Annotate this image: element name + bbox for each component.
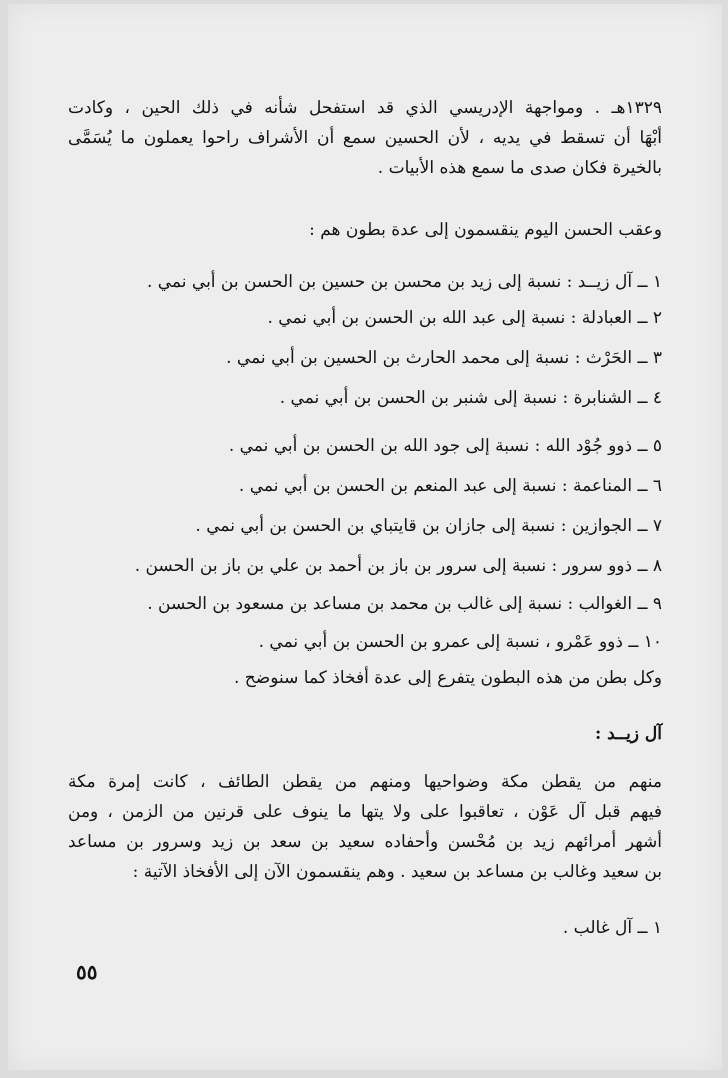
text-line: ١٣٢٩هـ . ومواجهة الإدريسي الذي قد استفحل شأنه في ذلك الحين ، وكادت xyxy=(68,98,662,118)
list-item: ١٠ ــ ذوو عَمْرو ، نسبة إلى عمرو بن الحسن بن أبي نمي . xyxy=(258,632,662,652)
intro-line: وعقب الحسن اليوم ينقسمون إلى عدة بطون هم : xyxy=(309,220,662,240)
list-item: ٢ ــ العبادلة : نسبة إلى عبد الله بن الحسن بن أبي نمي . xyxy=(267,308,662,328)
list-item: ١ ــ آل غالب . xyxy=(562,918,662,938)
book-page xyxy=(8,4,722,1070)
section-heading: آل زيــد : xyxy=(594,724,662,744)
list-item: ٧ ــ الجوازين : نسبة إلى جازان بن قايتباي بن الحسن بن أبي نمي . xyxy=(195,516,662,536)
list-item: ٦ ــ المناعمة : نسبة إلى عبد المنعم بن الحسن بن أبي نمي . xyxy=(238,476,662,496)
text-line: بالخيرة فكان صدى ما سمع هذه الأبيات . xyxy=(377,158,662,178)
closing-line: وكل بطن من هذه البطون يتفرع إلى عدة أفخاذ كما سنوضح . xyxy=(234,668,662,688)
text-line: بن سعيد وغالب بن مساعد بن سعيد . وهم ينقسمون الآن إلى الأفخاذ الآتية : xyxy=(132,862,662,882)
list-item: ١ ــ آل زيــد : نسبة إلى زيد بن محسن بن حسين بن الحسن بن أبي نمي . xyxy=(146,272,662,292)
text-line: فيهم قبل آل عَوْن ، تعاقبوا على ولا يتها ما ينوف على قرنين من الزمن ، ومن xyxy=(68,802,662,822)
text-line: منهم من يقطن مكة وضواحيها ومنهم من يقطن الطائف ، كانت إمرة مكة xyxy=(68,772,662,792)
list-item: ٨ ــ ذوو سرور : نسبة إلى سرور بن باز بن أحمد بن علي بن باز بن الحسن . xyxy=(134,556,662,576)
list-item: ٥ ــ ذوو جُوْد الله : نسبة إلى جود الله بن الحسن بن أبي نمي . xyxy=(228,436,662,456)
list-item: ٤ ــ الشنابرة : نسبة إلى شنبر بن الحسن بن أبي نمي . xyxy=(279,388,662,408)
text-line: أشهر أمرائهم زيد بن مُحْسن وأحفاده سعيد بن سعد بن زيد وسرور بن مساعد xyxy=(68,832,662,852)
page-number: ٥٥ xyxy=(76,960,98,984)
list-item: ٩ ــ الغوالب : نسبة إلى غالب بن محمد بن مساعد بن مسعود بن الحسن . xyxy=(147,594,662,614)
text-line: أبْهَا أن تسقط في يديه ، لأن الحسين سمع أن الأشراف راحوا يعملون ما يُسَمَّى xyxy=(68,128,662,148)
list-item: ٣ ــ الحَرْث : نسبة إلى محمد الحارث بن الحسين بن أبي نمي . xyxy=(226,348,662,368)
